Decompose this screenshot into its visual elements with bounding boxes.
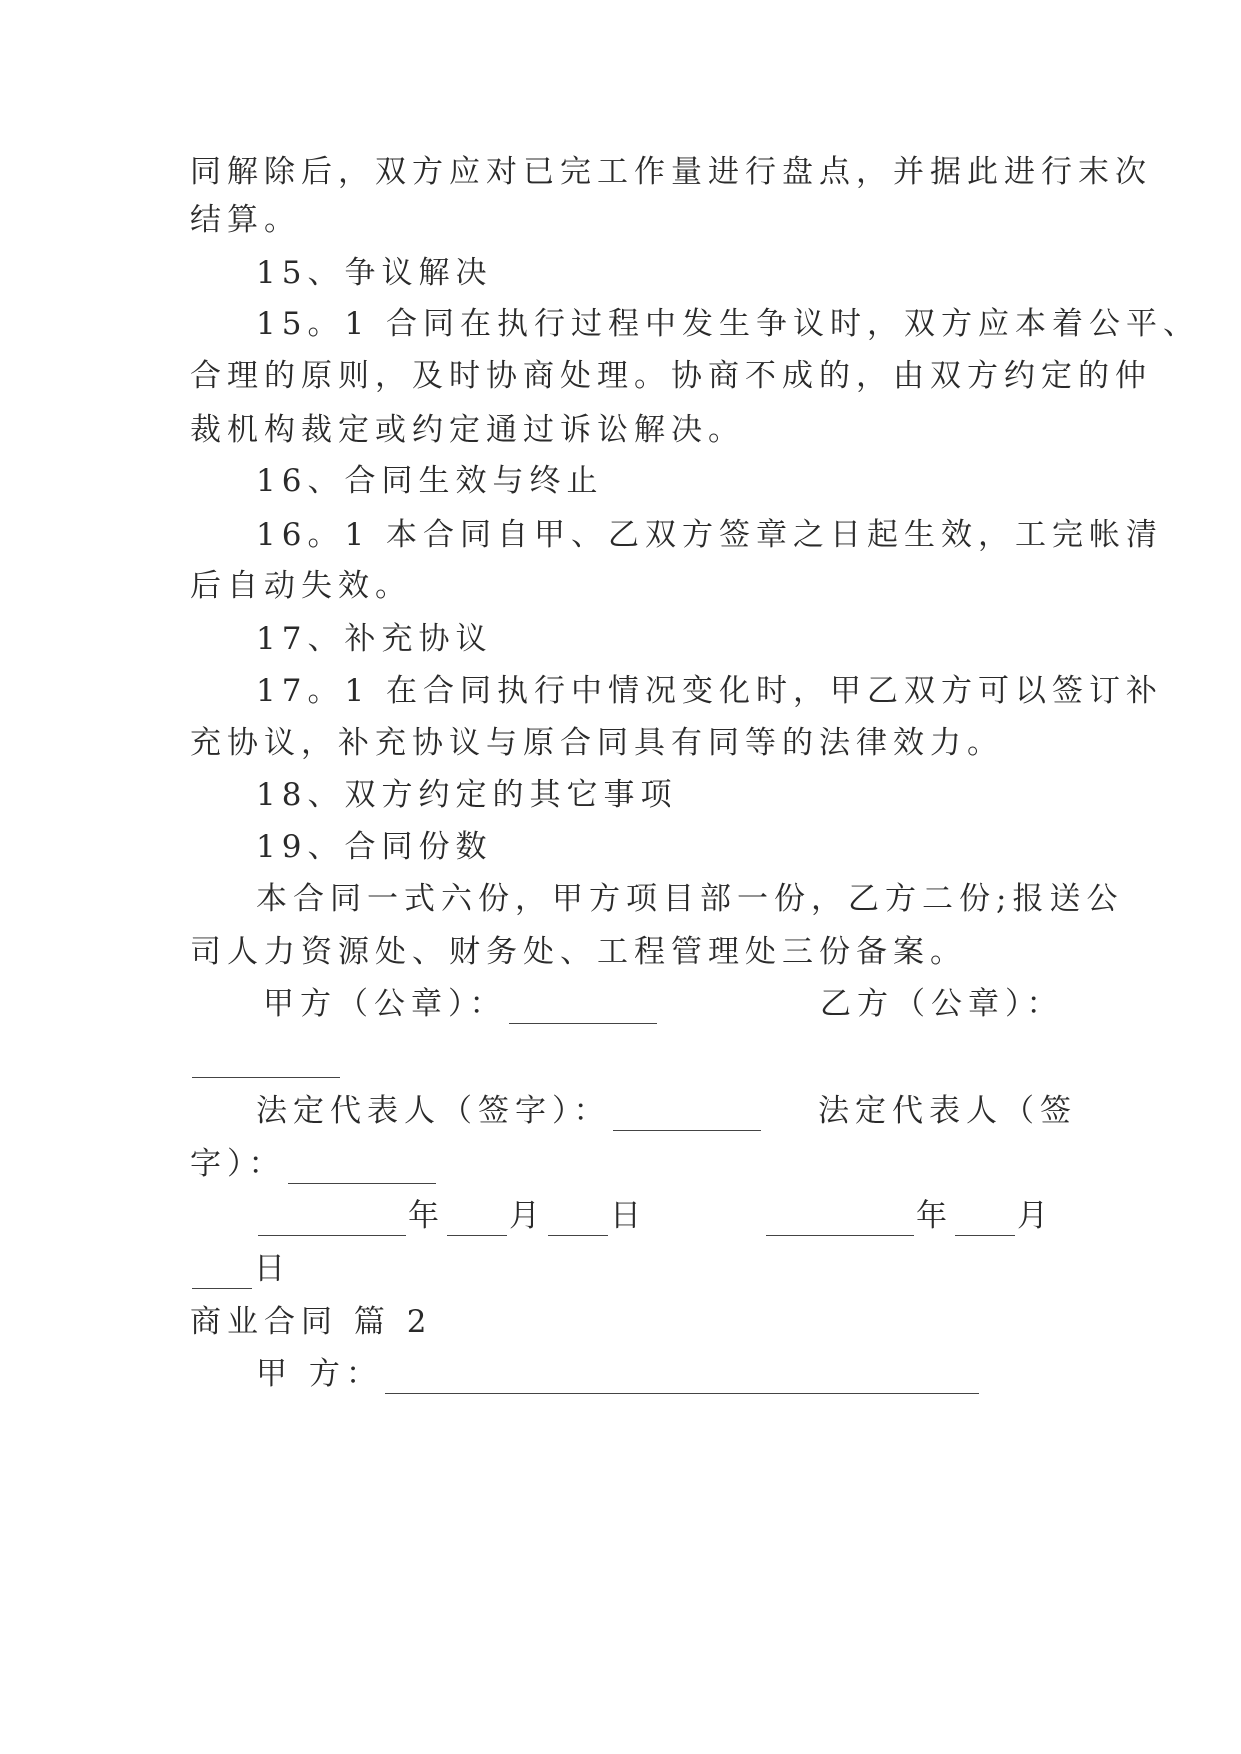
party-a-seal-row: [263, 984, 659, 1024]
party-a-row: [256, 1354, 981, 1394]
year-label: 年: [408, 1198, 445, 1234]
section-heading-17: 17、补充协议: [256, 621, 493, 657]
paragraph-line: 后自动失效。: [190, 568, 412, 604]
legal-rep-a-label: 法定代表人（签字）：: [256, 1093, 611, 1129]
paragraph-line: 17。1 在合同执行中情况变化时，甲乙双方可以签订补: [256, 673, 1164, 709]
party-b-seal-blank[interactable]: [192, 1047, 340, 1078]
date-a-day-blank[interactable]: [548, 1205, 608, 1236]
paragraph-line: 16。1 本合同自甲、乙双方签章之日起生效，工完帐清: [256, 517, 1164, 553]
date-b-day-blank[interactable]: [192, 1258, 252, 1289]
section-heading-19: 19、合同份数: [256, 829, 493, 865]
month-label: 月: [509, 1198, 546, 1234]
date-a-row: [256, 1196, 647, 1236]
date-a-year-blank[interactable]: [258, 1205, 406, 1236]
section-heading-16: 16、合同生效与终止: [256, 463, 604, 499]
paragraph-line: 裁机构裁定或约定通过诉讼解决。: [190, 412, 745, 448]
paragraph-line: 司人力资源处、财务处、工程管理处三份备案。: [190, 934, 967, 970]
legal-rep-b-row: [190, 1144, 438, 1184]
paragraph-line: 同解除后，双方应对已完工作量进行盘点，并据此进行末次: [190, 154, 1152, 190]
date-b-year-blank[interactable]: [766, 1205, 914, 1236]
day-label: 日: [610, 1198, 647, 1234]
legal-rep-b-blank[interactable]: [288, 1153, 436, 1184]
party-a-seal-blank[interactable]: [509, 993, 657, 1024]
legal-rep-a-blank[interactable]: [613, 1100, 761, 1131]
paragraph-line: 结算。: [190, 202, 301, 238]
year-label: 年: [916, 1198, 953, 1234]
section-heading-18: 18、双方约定的其它事项: [256, 777, 678, 813]
paragraph-line: 15。1 合同在执行过程中发生争议时，双方应本着公平、: [256, 306, 1201, 342]
month-label: 月: [1017, 1198, 1054, 1234]
date-b-row: [764, 1196, 1054, 1236]
party-b-seal-label: 乙方（公章）：: [820, 986, 1064, 1022]
date-b-month-blank[interactable]: [955, 1205, 1015, 1236]
legal-rep-a-row: [256, 1091, 763, 1131]
paragraph-line: 充协议，补充协议与原合同具有同等的法律效力。: [190, 725, 1004, 761]
party-a-seal-label: 甲方（公章）：: [263, 986, 507, 1022]
legal-rep-b-label-cont: 字）：: [190, 1146, 286, 1182]
paragraph-line: 本合同一式六份，甲方项目部一份，乙方二份;报送公: [256, 881, 1124, 917]
section-title: 商业合同 篇 2: [190, 1304, 433, 1340]
party-a-label: 甲 方：: [256, 1356, 383, 1392]
date-a-month-blank[interactable]: [447, 1205, 507, 1236]
date-b-row-cont: [190, 1249, 291, 1289]
paragraph-line: 合理的原则，及时协商处理。协商不成的，由双方约定的仲: [190, 358, 1152, 394]
party-b-seal-row: [190, 1038, 342, 1078]
party-a-blank[interactable]: [385, 1363, 979, 1394]
day-label: 日: [254, 1251, 291, 1287]
section-heading-15: 15、争议解决: [256, 255, 493, 291]
legal-rep-b-label: 法定代表人（签: [818, 1093, 1077, 1129]
